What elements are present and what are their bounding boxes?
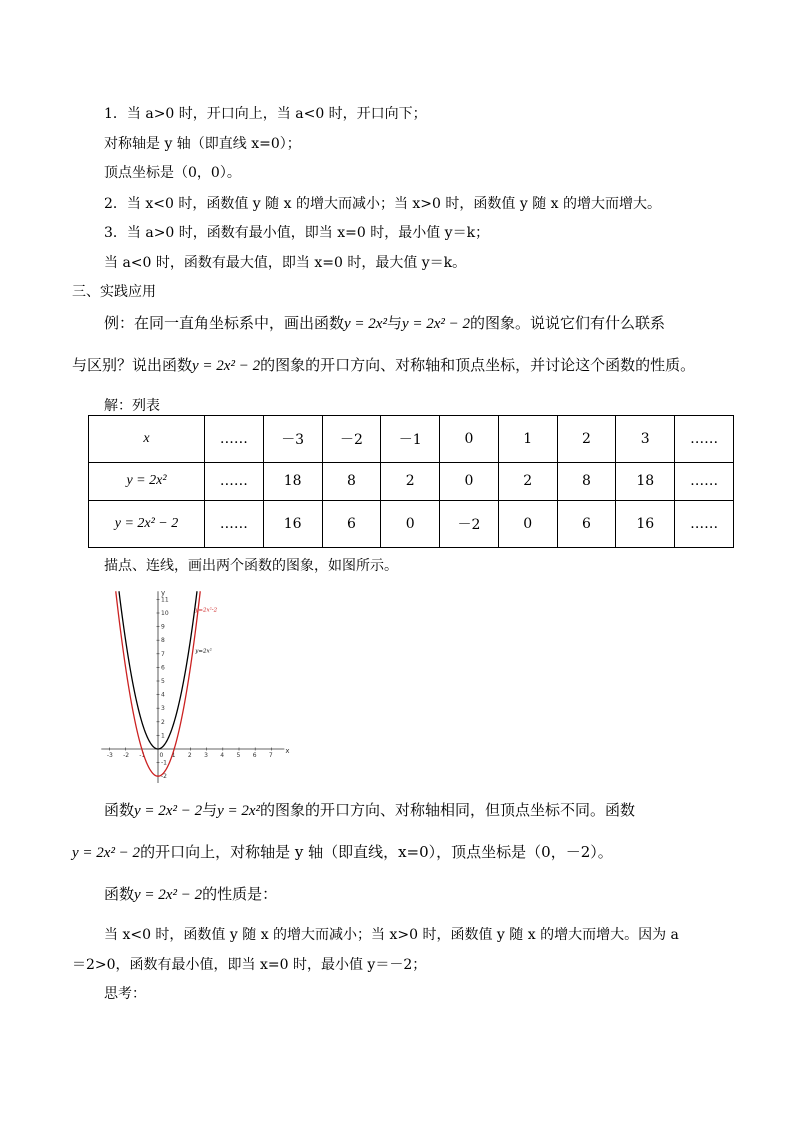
table-cell: ……	[205, 462, 264, 500]
table-cell: －2	[322, 416, 381, 463]
table-cell: 6	[557, 501, 616, 548]
x-tick-label: 3	[204, 752, 208, 759]
example-mid: 与	[386, 314, 402, 332]
analysis-l3-b: 的性质是：	[202, 885, 278, 903]
x-tick-label: 0	[159, 752, 164, 759]
table-cell: ……	[675, 462, 734, 500]
y-tick-label: -1	[161, 759, 167, 767]
table-cell: 18	[263, 462, 322, 500]
y-axis-label: y	[161, 589, 166, 598]
table-cell: 16	[263, 501, 322, 548]
formula-f1: y = 2x²	[344, 316, 387, 332]
table-cell: ……	[205, 416, 264, 463]
y-tick-label: 8	[161, 637, 165, 645]
x-tick-label: 7	[268, 752, 273, 759]
formula-f2-props: y = 2x² − 2	[134, 887, 203, 903]
point-1-axis: 对称轴是 y 轴（即直线 x=0）；	[104, 136, 301, 152]
table-cell: 18	[616, 462, 675, 500]
example-line-2	[72, 355, 695, 376]
table-row	[89, 416, 734, 463]
example-prefix: 例：在同一直角坐标系中，画出函数	[104, 314, 345, 332]
table-row-label: y = 2x² − 2	[89, 501, 205, 548]
point-3-max: 当 a<0 时，函数有最大值，即当 x=0 时，最大值 y＝k。	[104, 255, 467, 271]
think-label: 思考：	[104, 986, 146, 1002]
parabola-chart	[96, 583, 290, 783]
table-cell: 0	[498, 501, 557, 548]
y-tick-label: 1	[161, 732, 165, 740]
table-cell: 1	[498, 416, 557, 463]
table-cell: －3	[263, 416, 322, 463]
table-cell: 2	[381, 462, 440, 500]
table-cell: 0	[440, 416, 499, 463]
x-tick-label: 2	[187, 752, 192, 759]
x-tick-label: 6	[252, 752, 257, 759]
formula-f2-analysis: y = 2x² − 2	[134, 803, 203, 819]
analysis-line-1	[104, 800, 635, 821]
y-tick-label: 5	[161, 678, 165, 685]
table-row	[89, 462, 734, 500]
table-row-label: x	[89, 416, 205, 463]
analysis-line-5: ＝2>0，函数有最小值，即当 x=0 时，最小值 y＝－2；	[72, 957, 427, 973]
y-tick-label: 11	[161, 596, 169, 604]
section-title: 三、实践应用	[72, 284, 156, 300]
series-label-y-2x2-minus-2: y=2x²-2	[195, 607, 218, 614]
y-tick-label: 6	[161, 664, 165, 672]
solution-label: 解：列表	[104, 398, 160, 414]
table-cell: －1	[381, 416, 440, 463]
table-row	[89, 501, 734, 548]
plot-note: 描点、连线，画出两个函数的图象，如图所示。	[104, 558, 398, 574]
table-cell: 0	[381, 501, 440, 548]
x-tick-label: -2	[123, 752, 130, 759]
series-label-y-2x2: y=2x²	[195, 648, 212, 655]
y-tick-label: -2	[161, 773, 167, 781]
table-cell: ……	[205, 501, 264, 548]
analysis-line-3	[104, 884, 277, 905]
y-tick-label: 7	[161, 650, 165, 658]
x-tick-label: 1	[171, 752, 176, 759]
x-tick-label: -3	[106, 752, 113, 759]
x-tick-label: -1	[139, 752, 146, 759]
x-tick-label: 5	[236, 752, 241, 759]
point-1-vertex: 顶点坐标是（0，0）。	[104, 165, 241, 181]
table-cell: 2	[498, 462, 557, 500]
table-cell: 0	[440, 462, 499, 500]
analysis-l1-a: 函数	[104, 801, 135, 819]
example-line-1	[104, 313, 665, 334]
analysis-l3-a: 函数	[104, 885, 135, 903]
x-tick-label: 4	[220, 752, 225, 759]
y-tick-label: 4	[161, 691, 165, 699]
analysis-l2: 的开口向上，对称轴是 y 轴（即直线，x=0），顶点坐标是（0，－2）。	[140, 843, 613, 861]
point-1: 1．当 a>0 时，开口向上，当 a<0 时，开口向下；	[104, 106, 427, 122]
example-line2-prefix: 与区别？说出函数	[72, 356, 193, 374]
y-tick-label: 3	[161, 705, 165, 713]
point-2: 2．当 x<0 时，函数值 y 随 x 的增大而减小；当 x>0 时，函数值 y 随 x 的增大而增大。	[104, 196, 661, 212]
table-cell: 6	[322, 501, 381, 548]
y-tick-label: 2	[161, 718, 165, 726]
table-cell: 3	[616, 416, 675, 463]
formula-f2-line2: y = 2x² − 2	[72, 845, 141, 861]
example-line2-suffix: 的图象的开口方向、对称轴和顶点坐标，并讨论这个函数的性质。	[260, 356, 696, 374]
table-cell: 8	[557, 462, 616, 500]
formula-f2-repeat: y = 2x² − 2	[192, 358, 261, 374]
table-cell: 2	[557, 416, 616, 463]
y-tick-label: 9	[161, 623, 165, 631]
analysis-l1-mid: 与	[202, 801, 218, 819]
formula-f1-analysis: y = 2x²	[217, 803, 261, 819]
table-row-label: y = 2x²	[89, 462, 205, 500]
table-cell: 16	[616, 501, 675, 548]
table-cell: 8	[322, 462, 381, 500]
point-3: 3．当 a>0 时，函数有最小值，即当 x=0 时，最小值 y＝k；	[104, 225, 490, 241]
example-suffix: 的图象。说说它们有什么联系	[470, 314, 666, 332]
table-cell: －2	[440, 501, 499, 548]
y-tick-label: 10	[161, 610, 169, 617]
table-cell: ……	[675, 501, 734, 548]
analysis-l1-b: 的图象的开口方向、对称轴相同，但顶点坐标不同。函数	[260, 801, 636, 819]
x-axis-label: x	[285, 747, 290, 755]
formula-f2: y = 2x² − 2	[401, 316, 471, 332]
table-cell: ……	[675, 416, 734, 463]
analysis-line-4: 当 x<0 时，函数值 y 随 x 的增大而减小；当 x>0 时，函数值 y 随 x 的增大而增大。因为 a	[104, 927, 679, 943]
value-table	[88, 415, 734, 548]
analysis-line-2	[72, 842, 613, 863]
